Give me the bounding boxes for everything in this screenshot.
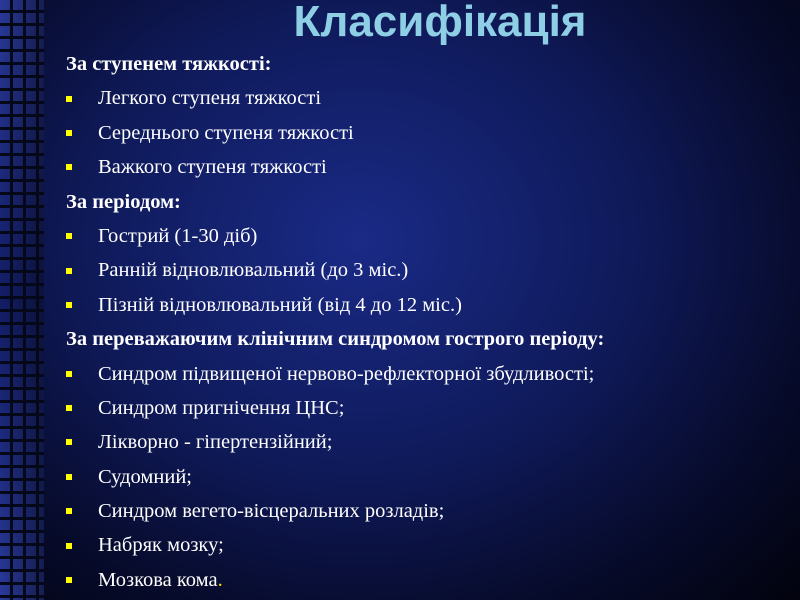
square-bullet-icon bbox=[66, 164, 72, 170]
list-item-text: Лікворно - гіпертензійний; bbox=[98, 431, 333, 454]
list-item bbox=[66, 357, 786, 391]
classification-list bbox=[66, 47, 786, 597]
square-bullet-icon bbox=[66, 302, 72, 308]
list-item-text: Синдром вегето-вісцеральних розладів; bbox=[98, 500, 445, 523]
list-item bbox=[66, 425, 786, 459]
section-heading-text: За переважаючим клінічним синдромом гострого періоду: bbox=[66, 328, 605, 351]
section-heading bbox=[66, 47, 786, 81]
section-heading-text: За періодом: bbox=[66, 190, 181, 213]
square-bullet-icon bbox=[66, 543, 72, 549]
section-heading-text: За ступенем тяжкості: bbox=[66, 53, 272, 75]
list-item-text: Пізній відновлювальний (від 4 до 12 міс.) bbox=[98, 293, 462, 316]
list-item bbox=[66, 253, 786, 287]
list-item-text: Гострий (1-30 діб) bbox=[98, 224, 258, 247]
section-heading bbox=[66, 185, 786, 219]
square-bullet-icon bbox=[66, 233, 72, 239]
list-item-text: Легкого ступеня тяжкості bbox=[98, 87, 322, 110]
list-item bbox=[66, 460, 786, 494]
list-item-text: Синдром пригнічення ЦНС; bbox=[98, 396, 345, 419]
section-heading bbox=[66, 322, 786, 356]
square-bullet-icon bbox=[66, 577, 72, 583]
square-bullet-icon bbox=[66, 405, 72, 411]
list-item bbox=[66, 391, 786, 425]
list-item-text: Набряк мозку; bbox=[98, 534, 224, 557]
square-bullet-icon bbox=[66, 130, 72, 136]
list-item bbox=[66, 81, 786, 115]
square-bullet-icon bbox=[66, 508, 72, 514]
list-item bbox=[66, 150, 786, 184]
list-item bbox=[66, 219, 786, 253]
list-item-text: Середнього ступеня тяжкості bbox=[98, 121, 354, 144]
list-item-text: Синдром підвищеної нервово-рефлекторної збудливості; bbox=[98, 362, 595, 385]
square-bullet-icon bbox=[66, 268, 72, 274]
list-item bbox=[66, 494, 786, 528]
square-bullet-icon bbox=[66, 474, 72, 480]
list-item bbox=[66, 288, 786, 322]
list-item-text: Ранній відновлювальний (до 3 міс.) bbox=[98, 259, 409, 282]
list-item bbox=[66, 116, 786, 150]
list-item-text: Мозкова кома bbox=[98, 568, 218, 591]
trailing-punctuation: . bbox=[217, 568, 223, 591]
list-item-text: Важкого ступеня тяжкості bbox=[98, 156, 327, 179]
list-item-text: Судомний; bbox=[98, 465, 192, 488]
square-bullet-icon bbox=[66, 371, 72, 377]
square-bullet-icon bbox=[66, 96, 72, 102]
list-item bbox=[66, 563, 786, 597]
decorative-side-strip bbox=[0, 0, 44, 600]
square-bullet-icon bbox=[66, 439, 72, 445]
list-item bbox=[66, 528, 786, 562]
slide-title: Класифікація bbox=[293, 0, 587, 46]
